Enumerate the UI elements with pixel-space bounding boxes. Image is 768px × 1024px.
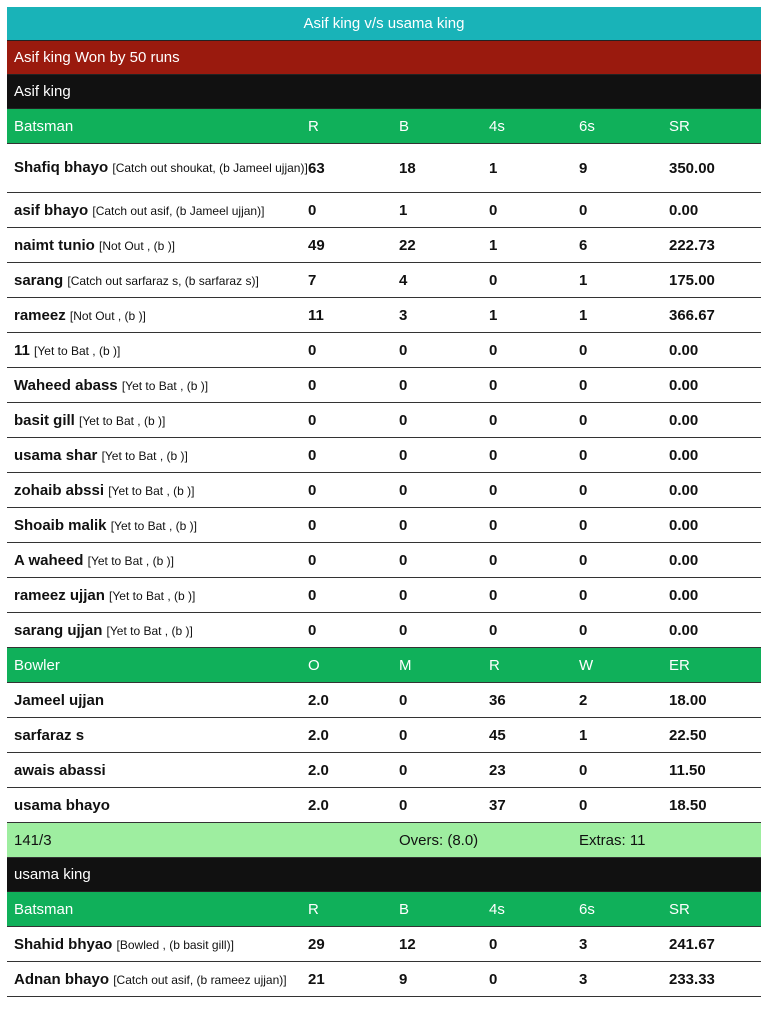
batsman-row bbox=[7, 508, 761, 543]
sixes: 0 bbox=[579, 551, 588, 569]
balls: 9 bbox=[399, 970, 408, 988]
balls: 0 bbox=[399, 341, 408, 359]
strike-rate: 241.67 bbox=[669, 935, 715, 953]
strike-rate: 0.00 bbox=[669, 621, 699, 639]
fours: 0 bbox=[489, 970, 498, 988]
dismissal-text: [Yet to Bat , (b )] bbox=[109, 588, 196, 603]
sixes: 0 bbox=[579, 586, 588, 604]
runs: 7 bbox=[308, 271, 317, 289]
runs-conceded: 23 bbox=[489, 761, 506, 779]
dismissal-text: [Catch out asif, (b Jameel ujjan)] bbox=[92, 203, 265, 218]
innings1-bowling-header bbox=[7, 648, 761, 683]
fours: 1 bbox=[489, 236, 498, 254]
sixes: 0 bbox=[579, 376, 588, 394]
batsman-row bbox=[7, 438, 761, 473]
runs-conceded: 45 bbox=[489, 726, 506, 744]
batsman-row bbox=[7, 298, 761, 333]
overs: 2.0 bbox=[308, 691, 329, 709]
runs: 49 bbox=[308, 236, 325, 254]
header-strike-rate: SR bbox=[669, 900, 690, 918]
sixes: 3 bbox=[579, 935, 588, 953]
header-wickets: W bbox=[579, 656, 594, 674]
batsman-name: Shahid bhyao bbox=[14, 935, 113, 953]
runs: 29 bbox=[308, 935, 325, 953]
dismissal-text: [Yet to Bat , (b )] bbox=[106, 623, 193, 638]
balls: 1 bbox=[399, 201, 408, 219]
total-extras: Extras: 11 bbox=[579, 831, 646, 849]
batsman-row bbox=[7, 228, 761, 263]
balls: 22 bbox=[399, 236, 416, 254]
fours: 0 bbox=[489, 621, 498, 639]
runs: 0 bbox=[308, 586, 317, 604]
strike-rate: 0.00 bbox=[669, 376, 699, 394]
economy: 22.50 bbox=[669, 726, 707, 744]
sixes: 0 bbox=[579, 621, 588, 639]
bowler-row bbox=[7, 718, 761, 753]
balls: 0 bbox=[399, 621, 408, 639]
innings1-team-name: Asif king bbox=[7, 75, 761, 109]
batsman-name: Shoaib malik bbox=[14, 516, 107, 534]
fours: 0 bbox=[489, 935, 498, 953]
wickets: 1 bbox=[579, 726, 588, 744]
overs: 2.0 bbox=[308, 726, 329, 744]
batsman-row bbox=[7, 263, 761, 298]
runs: 0 bbox=[308, 201, 317, 219]
strike-rate: 0.00 bbox=[669, 411, 699, 429]
header-fours: 4s bbox=[489, 900, 505, 918]
batsman-name: Adnan bhayo bbox=[14, 970, 110, 988]
batsman-name: sarang bbox=[14, 271, 64, 289]
runs-conceded: 36 bbox=[489, 691, 506, 709]
dismissal-text: [Yet to Bat , (b )] bbox=[34, 343, 121, 358]
runs: 0 bbox=[308, 551, 317, 569]
sixes: 0 bbox=[579, 481, 588, 499]
fours: 0 bbox=[489, 516, 498, 534]
batsman-row bbox=[7, 578, 761, 613]
runs: 0 bbox=[308, 516, 317, 534]
economy: 18.50 bbox=[669, 796, 707, 814]
strike-rate: 0.00 bbox=[669, 446, 699, 464]
header-sixes: 6s bbox=[579, 900, 595, 918]
strike-rate: 366.67 bbox=[669, 306, 715, 324]
overs: 2.0 bbox=[308, 796, 329, 814]
economy: 18.00 bbox=[669, 691, 707, 709]
runs: 21 bbox=[308, 970, 325, 988]
dismissal-text: [Not Out , (b )] bbox=[99, 238, 176, 253]
dismissal-text: [Catch out asif, (b rameez ujjan)] bbox=[113, 972, 287, 987]
batsman-name: sarang ujjan bbox=[14, 621, 103, 639]
runs-conceded: 37 bbox=[489, 796, 506, 814]
batsman-name: Waheed abass bbox=[14, 376, 118, 394]
maidens: 0 bbox=[399, 761, 408, 779]
runs: 0 bbox=[308, 481, 317, 499]
dismissal-text: [Yet to Bat , (b )] bbox=[87, 553, 174, 568]
economy: 11.50 bbox=[669, 761, 706, 779]
header-runs: R bbox=[308, 900, 319, 918]
balls: 4 bbox=[399, 271, 408, 289]
sixes: 6 bbox=[579, 236, 588, 254]
batsman-name: asif bhayo bbox=[14, 201, 89, 219]
header-economy: ER bbox=[669, 656, 690, 674]
runs: 0 bbox=[308, 376, 317, 394]
fours: 0 bbox=[489, 201, 498, 219]
header-batsman: Batsman bbox=[14, 900, 74, 918]
bowler-name: awais abassi bbox=[14, 761, 106, 779]
bowler-row bbox=[7, 788, 761, 823]
batsman-row bbox=[7, 613, 761, 648]
batsman-name: zohaib abssi bbox=[14, 481, 105, 499]
total-score: 141/3 bbox=[14, 831, 52, 849]
batsman-name: Shafiq bhayo bbox=[14, 159, 109, 176]
batsman-name: basit gill bbox=[14, 411, 75, 429]
runs: 0 bbox=[308, 621, 317, 639]
header-maidens: M bbox=[399, 656, 412, 674]
header-batsman: Batsman bbox=[14, 117, 74, 135]
bowler-row bbox=[7, 683, 761, 718]
strike-rate: 350.00 bbox=[669, 159, 715, 177]
strike-rate: 233.33 bbox=[669, 970, 715, 988]
sixes: 9 bbox=[579, 159, 588, 177]
batsman-row bbox=[7, 193, 761, 228]
header-bowler: Bowler bbox=[14, 656, 60, 674]
batsman-name: usama shar bbox=[14, 446, 98, 464]
runs: 0 bbox=[308, 411, 317, 429]
strike-rate: 0.00 bbox=[669, 586, 699, 604]
sixes: 1 bbox=[579, 306, 588, 324]
dismissal-text: [Yet to Bat , (b )] bbox=[101, 448, 188, 463]
innings1-total-row bbox=[7, 823, 761, 858]
sixes: 0 bbox=[579, 516, 588, 534]
batsman-row bbox=[7, 144, 761, 193]
dismissal-text: [Yet to Bat , (b )] bbox=[108, 483, 195, 498]
header-overs: O bbox=[308, 656, 320, 674]
sixes: 0 bbox=[579, 201, 588, 219]
fours: 0 bbox=[489, 411, 498, 429]
sixes: 0 bbox=[579, 411, 588, 429]
batsman-name: rameez bbox=[14, 306, 66, 324]
batsman-name: 11 bbox=[14, 341, 30, 359]
wickets: 2 bbox=[579, 691, 588, 709]
header-sixes: 6s bbox=[579, 117, 595, 135]
fours: 0 bbox=[489, 271, 498, 289]
batsman-row bbox=[7, 368, 761, 403]
dismissal-text: [Not Out , (b )] bbox=[69, 308, 146, 323]
dismissal-text: [Catch out shoukat, (b Jameel ujjan)] bbox=[112, 161, 308, 175]
header-runs-conceded: R bbox=[489, 656, 500, 674]
batsman-name: naimt tunio bbox=[14, 236, 95, 254]
header-balls: B bbox=[399, 900, 410, 918]
header-strike-rate: SR bbox=[669, 117, 690, 135]
balls: 0 bbox=[399, 411, 408, 429]
match-title: Asif king v/s usama king bbox=[7, 7, 761, 41]
fours: 0 bbox=[489, 481, 498, 499]
runs: 11 bbox=[308, 306, 324, 324]
batsman-row bbox=[7, 543, 761, 578]
bowler-name: usama bhayo bbox=[14, 796, 110, 814]
wickets: 0 bbox=[579, 796, 588, 814]
strike-rate: 0.00 bbox=[669, 481, 699, 499]
batsman-row bbox=[7, 403, 761, 438]
dismissal-text: [Yet to Bat , (b )] bbox=[121, 378, 209, 393]
bowler-row bbox=[7, 753, 761, 788]
header-fours: 4s bbox=[489, 117, 505, 135]
strike-rate: 0.00 bbox=[669, 516, 699, 534]
maidens: 0 bbox=[399, 726, 408, 744]
fours: 0 bbox=[489, 551, 498, 569]
runs: 0 bbox=[308, 341, 317, 359]
batsman-row bbox=[7, 333, 761, 368]
dismissal-text: [Yet to Bat , (b )] bbox=[79, 413, 166, 428]
balls: 0 bbox=[399, 551, 408, 569]
bowler-name: Jameel ujjan bbox=[14, 691, 105, 709]
strike-rate: 0.00 bbox=[669, 551, 699, 569]
header-runs: R bbox=[308, 117, 319, 135]
dismissal-text: [Catch out sarfaraz s, (b sarfaraz s)] bbox=[67, 273, 259, 288]
batsman-row bbox=[7, 473, 761, 508]
dismissal-text: [Yet to Bat , (b )] bbox=[110, 518, 197, 533]
dismissal-text: [Bowled , (b basit gill)] bbox=[116, 937, 234, 952]
match-result: Asif king Won by 50 runs bbox=[7, 41, 761, 75]
fours: 0 bbox=[489, 376, 498, 394]
balls: 0 bbox=[399, 586, 408, 604]
wickets: 0 bbox=[579, 761, 588, 779]
balls: 0 bbox=[399, 446, 408, 464]
balls: 18 bbox=[399, 159, 416, 177]
sixes: 1 bbox=[579, 271, 588, 289]
fours: 1 bbox=[489, 159, 498, 177]
strike-rate: 0.00 bbox=[669, 341, 699, 359]
balls: 0 bbox=[399, 481, 408, 499]
overs: 2.0 bbox=[308, 761, 329, 779]
batsman-name: A waheed bbox=[14, 551, 84, 569]
fours: 0 bbox=[489, 586, 498, 604]
maidens: 0 bbox=[399, 691, 408, 709]
runs: 0 bbox=[308, 446, 317, 464]
balls: 3 bbox=[399, 306, 408, 324]
sixes: 0 bbox=[579, 341, 588, 359]
batsman-row bbox=[7, 927, 761, 962]
balls: 12 bbox=[399, 935, 416, 953]
sixes: 3 bbox=[579, 970, 588, 988]
runs: 63 bbox=[308, 159, 325, 177]
innings1-batting-header bbox=[7, 109, 761, 144]
balls: 0 bbox=[399, 516, 408, 534]
innings2-batting-header bbox=[7, 892, 761, 927]
batsman-name: rameez ujjan bbox=[14, 586, 105, 604]
strike-rate: 175.00 bbox=[669, 271, 715, 289]
bowler-name: sarfaraz s bbox=[14, 726, 85, 744]
fours: 1 bbox=[489, 306, 498, 324]
scorecard bbox=[7, 7, 761, 997]
innings2-team-name: usama king bbox=[7, 858, 761, 892]
total-overs: Overs: (8.0) bbox=[399, 831, 479, 849]
strike-rate: 222.73 bbox=[669, 236, 715, 254]
sixes: 0 bbox=[579, 446, 588, 464]
maidens: 0 bbox=[399, 796, 408, 814]
fours: 0 bbox=[489, 446, 498, 464]
header-balls: B bbox=[399, 117, 410, 135]
strike-rate: 0.00 bbox=[669, 201, 699, 219]
balls: 0 bbox=[399, 376, 408, 394]
batsman-row bbox=[7, 962, 761, 997]
fours: 0 bbox=[489, 341, 498, 359]
